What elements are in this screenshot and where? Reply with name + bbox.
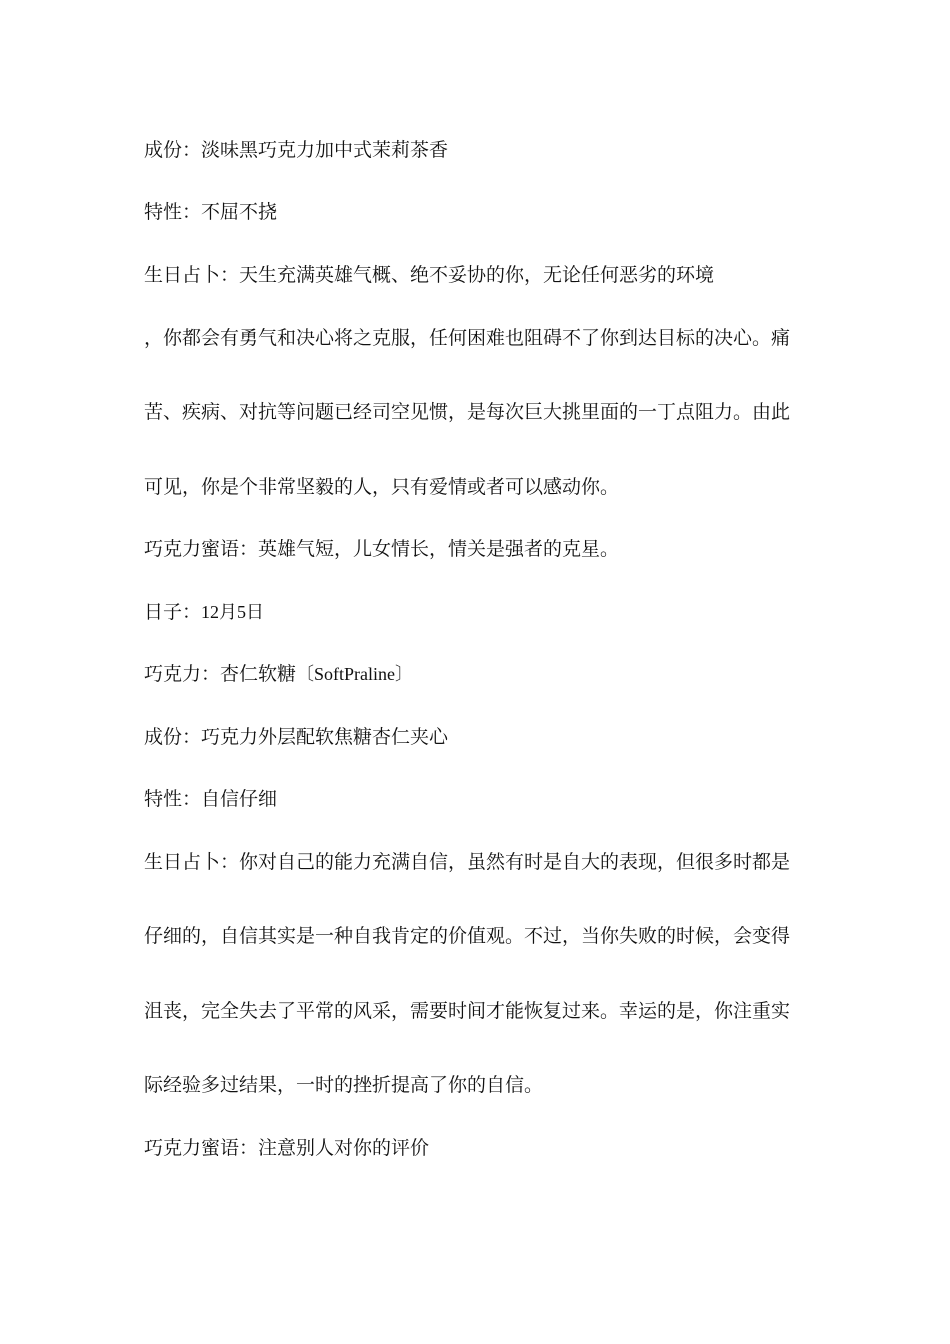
date-line <box>144 600 804 624</box>
fortune-continuation-line: 苦、疾病、对抗等问题已经司空见惯，是每次巨大挑里面的一丁点阻力。由此 <box>144 401 791 423</box>
birthday-fortune-line: 生日占卜：你对自己的能力充满自信，虽然有时是自大的表现，但很多时都是 <box>144 851 791 873</box>
chocolate-message-line: 巧克力蜜语：英雄气短，儿女情长，情关是强者的克星。 <box>144 538 620 560</box>
fortune-continuation-line: 沮丧，完全失去了平常的风采，需要时间才能恢复过来。幸运的是，你注重实 <box>144 1000 791 1022</box>
ingredients-line: 成份：巧克力外层配软焦糖杏仁夹心 <box>144 726 449 748</box>
fortune-continuation-line: 际经验多过结果，一时的挫折提高了你的自信。 <box>144 1074 544 1096</box>
fortune-continuation-line: 可见，你是个非常坚毅的人，只有爱情或者可以感动你。 <box>144 476 620 498</box>
trait-line: 特性：自信仔细 <box>144 788 278 810</box>
chocolate-name: 〔SoftPraline〕 <box>296 664 414 684</box>
chocolate-line <box>144 662 804 686</box>
trait-line: 特性：不屈不挠 <box>144 201 278 223</box>
fortune-continuation-line: 仔细的，自信其实是一种自我肯定的价值观。不过，当你失败的时候，会变得 <box>144 925 791 947</box>
ingredients-line: 成份：淡味黑巧克力加中式茉莉茶香 <box>144 139 449 161</box>
date-value: 12月5日 <box>201 602 265 622</box>
chocolate-message-line: 巧克力蜜语：注意别人对你的评价 <box>144 1137 430 1159</box>
chocolate-label: 巧克力：杏仁软糖 <box>144 663 297 685</box>
date-label: 日子： <box>144 601 202 623</box>
birthday-fortune-line: 生日占卜：天生充满英雄气概、绝不妥协的你，无论任何恶劣的环境 <box>144 264 715 286</box>
fortune-continuation-line: ，你都会有勇气和决心将之克服，任何困难也阻碍不了你到达目标的决心。痛 <box>144 327 791 349</box>
